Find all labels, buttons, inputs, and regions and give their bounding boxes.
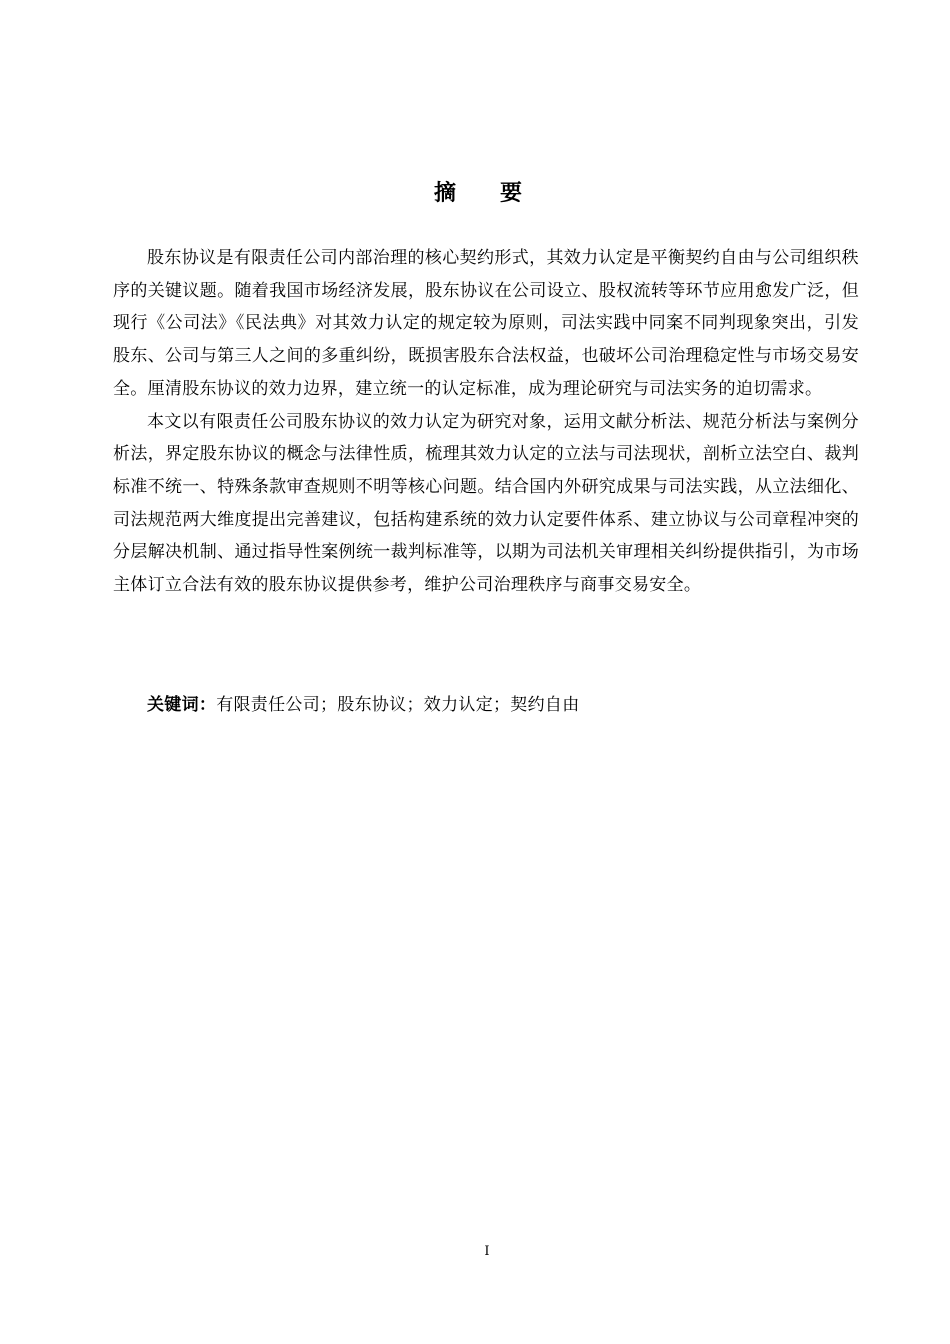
abstract-paragraph-2: 本文以有限责任公司股东协议的效力认定为研究对象，运用文献分析法、规范分析法与案例分析法，界定股东协议的概念与法律性质，梳理其效力认定的立法与司法现状，剖析立法空白、裁判标准不统一、特殊条款审查规则不明等核心问题。结合国内外研究成果与司法实践，从立法细化、司法规范两大维度提出完善建议，包括构建系统的效力认定要件体系、建立协议与公司章程冲突的分层解决机制、通过指导性案例统一裁判标准等，以期为司法机关审理相关纠纷提供指引，为市场主体订立合法有效的股东协议提供参考，维护公司治理秩序与商事交易安全。 bbox=[113, 411, 859, 596]
keywords-label: 关键词： bbox=[147, 695, 217, 715]
abstract-paragraph-1: 股东协议是有限责任公司内部治理的核心契约形式，其效力认定是平衡契约自由与公司组织秩序的关键议题。随着我国市场经济发展，股东协议在公司设立、股权流转等环节应用愈发广泛，但现行《公司法》《民法典》对其效力认定的规定较为原则，司法实践中同案不同判现象突出，引发股东、公司与第三人之间的多重纠纷，既损害股东合法权益，也破坏公司治理稳定性与市场交易安全。厘清股东协议的效力边界，建立统一的认定标准，成为理论研究与司法实务的迫切需求。 bbox=[113, 248, 859, 399]
abstract-title: 摘要 bbox=[433, 181, 566, 206]
page-number: I bbox=[484, 1244, 490, 1259]
abstract-body bbox=[113, 242, 859, 602]
keywords-value: 有限责任公司；股东协议；效力认定；契约自由 bbox=[216, 695, 580, 715]
keywords-line bbox=[113, 689, 859, 721]
